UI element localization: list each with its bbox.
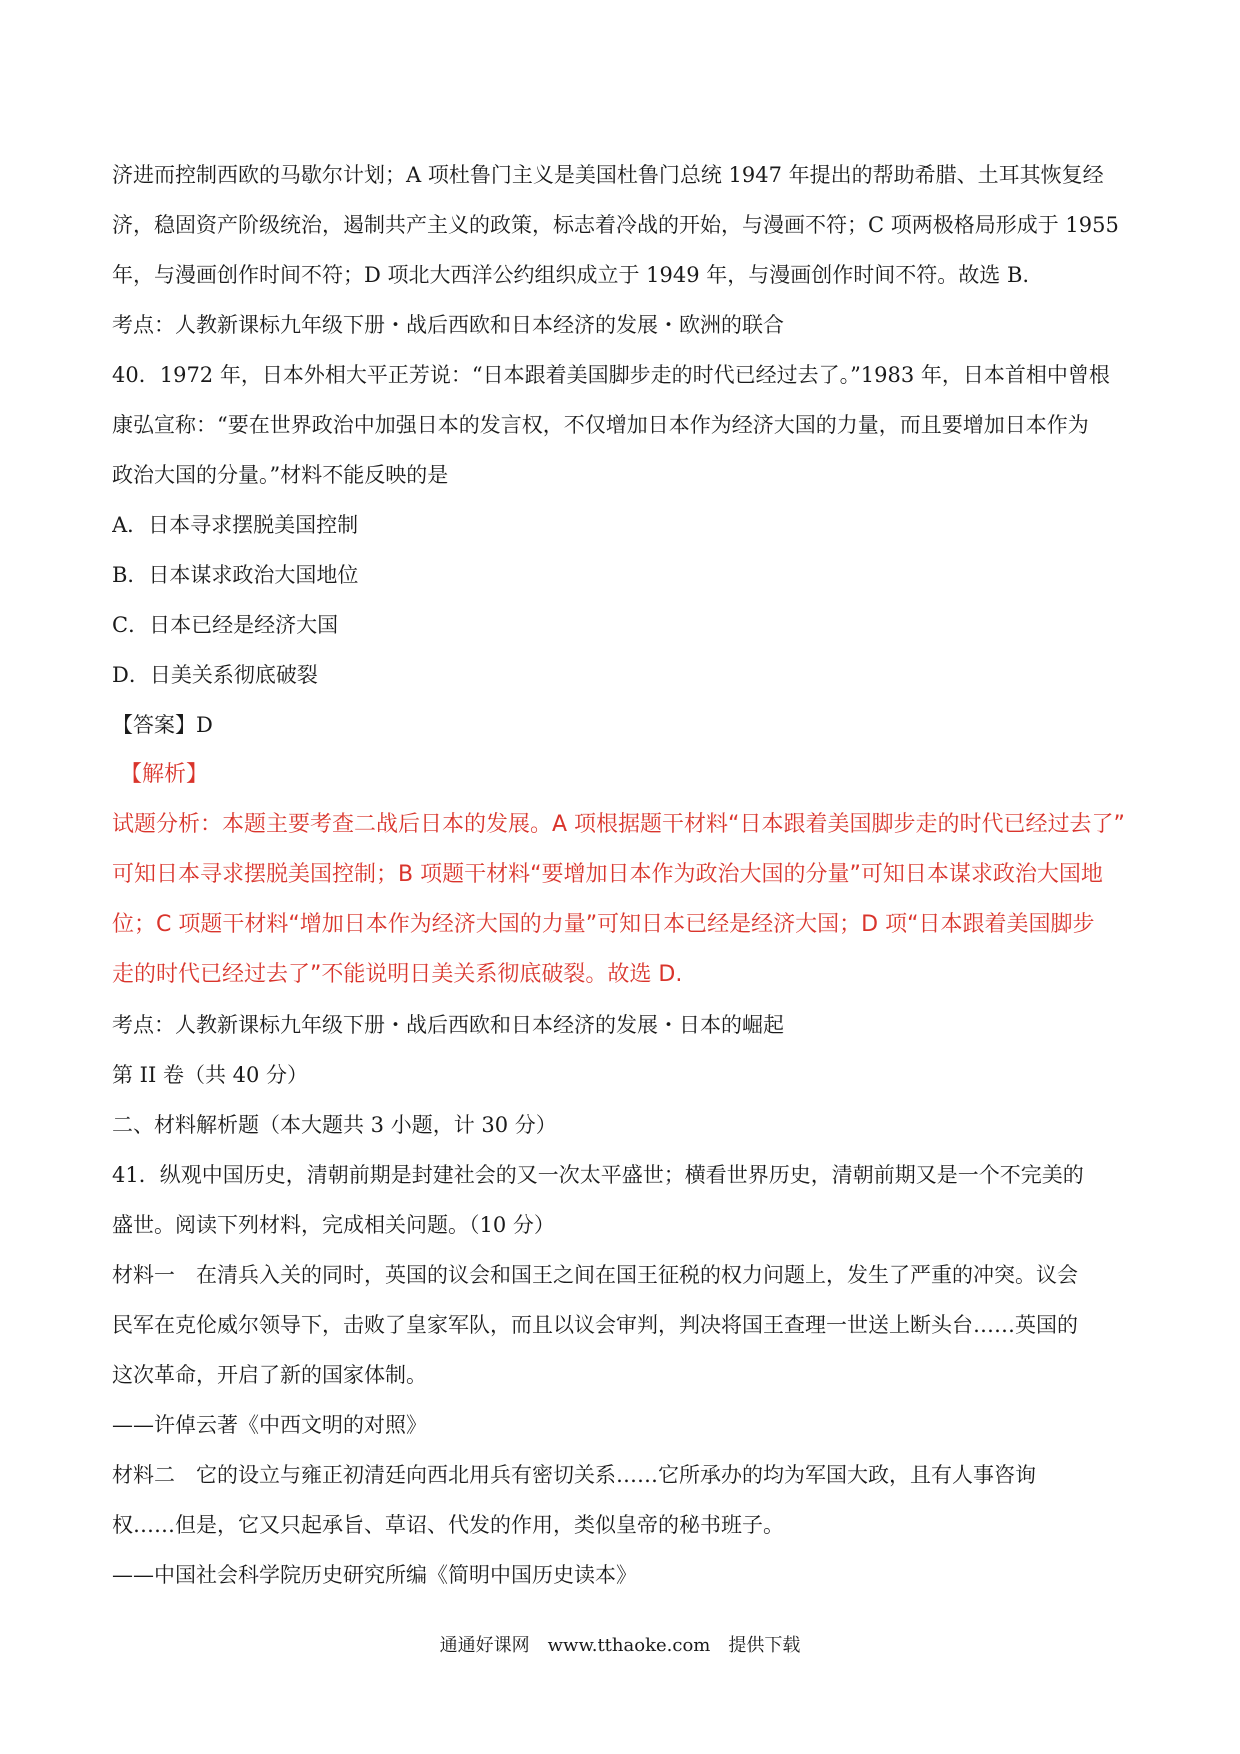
q40-analysis-line: 试题分析：本题主要考查二战后日本的发展。A 项根据题干材料“日本跟着美国脚步走的时代已经过去了” (112, 812, 1125, 837)
q41-material2-line: 材料二 它的设立与雍正初清廷向西北用兵有密切关系……它所承办的均为军国大政，且有人事咨询 (112, 1463, 1036, 1487)
page-footer: 通通好课网 www.tthaoke.com 提供下载 (439, 1635, 801, 1656)
q40-stem-line: 40．1972 年，日本外相大平正芳说：“日本跟着美国脚步走的时代已经过去了。”1983 年，日本首相中曾根 (112, 363, 1110, 387)
q40-option-b: B．日本谋求政治大国地位 (112, 563, 359, 587)
page-content (112, 150, 1142, 1600)
q40-option-c: C．日本已经是经济大国 (112, 613, 339, 637)
q41-stem-line: 盛世。阅读下列材料，完成相关问题。（10 分） (112, 1213, 555, 1237)
q41-material1-line: 这次革命，开启了新的国家体制。 (112, 1363, 427, 1387)
q41-stem-line: 41．纵观中国历史，清朝前期是封建社会的又一次太平盛世；横看世界历史，清朝前期又是一个不完美的 (112, 1163, 1084, 1187)
q40-analysis-line: 可知日本寻求摆脱美国控制；B 项题干材料“要增加日本作为政治大国的分量”可知日本谋求政治大国地 (112, 862, 1103, 887)
prev-analysis-line: 年，与漫画创作时间不符；D 项北大西洋公约组织成立于 1949 年，与漫画创作时间不符。故选 B. (112, 263, 1030, 287)
volume-title: 第 II 卷（共 40 分） (112, 1063, 309, 1087)
q40-stem-line: 政治大国的分量。”材料不能反映的是 (112, 463, 449, 487)
section-heading: 二、材料解析题（本大题共 3 小题，计 30 分） (112, 1113, 557, 1137)
prev-analysis-line: 济，稳固资产阶级统治，遏制共产主义的政策，标志着冷战的开始，与漫画不符；C 项两极格局形成于 1955 (112, 213, 1119, 237)
q41-source2: ——中国社会科学院历史研究所编《简明中国历史读本》 (112, 1563, 637, 1587)
q40-stem-line: 康弘宣称：“要在世界政治中加强日本的发言权，不仅增加日本作为经济大国的力量，而且要增加日本作为 (112, 413, 1089, 437)
q40-analysis-label: 【解析】 (120, 762, 209, 787)
q41-material1-line: 材料一 在清兵入关的同时，英国的议会和国王之间在国王征税的权力问题上，发生了严重的冲突。议会 (112, 1263, 1078, 1287)
q41-source1: ——许倬云著《中西文明的对照》 (112, 1413, 427, 1437)
q40-option-a: A．日本寻求摆脱美国控制 (112, 513, 359, 537)
prev-kaodian: 考点：人教新课标九年级下册・战后西欧和日本经济的发展・欧洲的联合 (112, 313, 784, 337)
q40-option-d: D．日美关系彻底破裂 (112, 663, 318, 687)
q41-material2-line: 权……但是，它又只起承旨、草诏、代发的作用，类似皇帝的秘书班子。 (112, 1513, 784, 1537)
prev-analysis-line: 济进而控制西欧的马歇尔计划；A 项杜鲁门主义是美国杜鲁门总统 1947 年提出的帮助希腊、土耳其恢复经 (112, 163, 1104, 187)
q40-analysis-line: 位；C 项题干材料“增加日本作为经济大国的力量”可知日本已经是经济大国；D 项“日本跟着美国脚步 (112, 912, 1095, 937)
q40-analysis-line: 走的时代已经过去了”不能说明日美关系彻底破裂。故选 D. (112, 962, 683, 987)
q41-material1-line: 民军在克伦威尔领导下，击败了皇家军队，而且以议会审判，判决将国王查理一世送上断头台……英国的 (112, 1313, 1078, 1337)
q40-answer: 【答案】D (112, 713, 213, 737)
q40-kaodian: 考点：人教新课标九年级下册・战后西欧和日本经济的发展・日本的崛起 (112, 1013, 784, 1037)
